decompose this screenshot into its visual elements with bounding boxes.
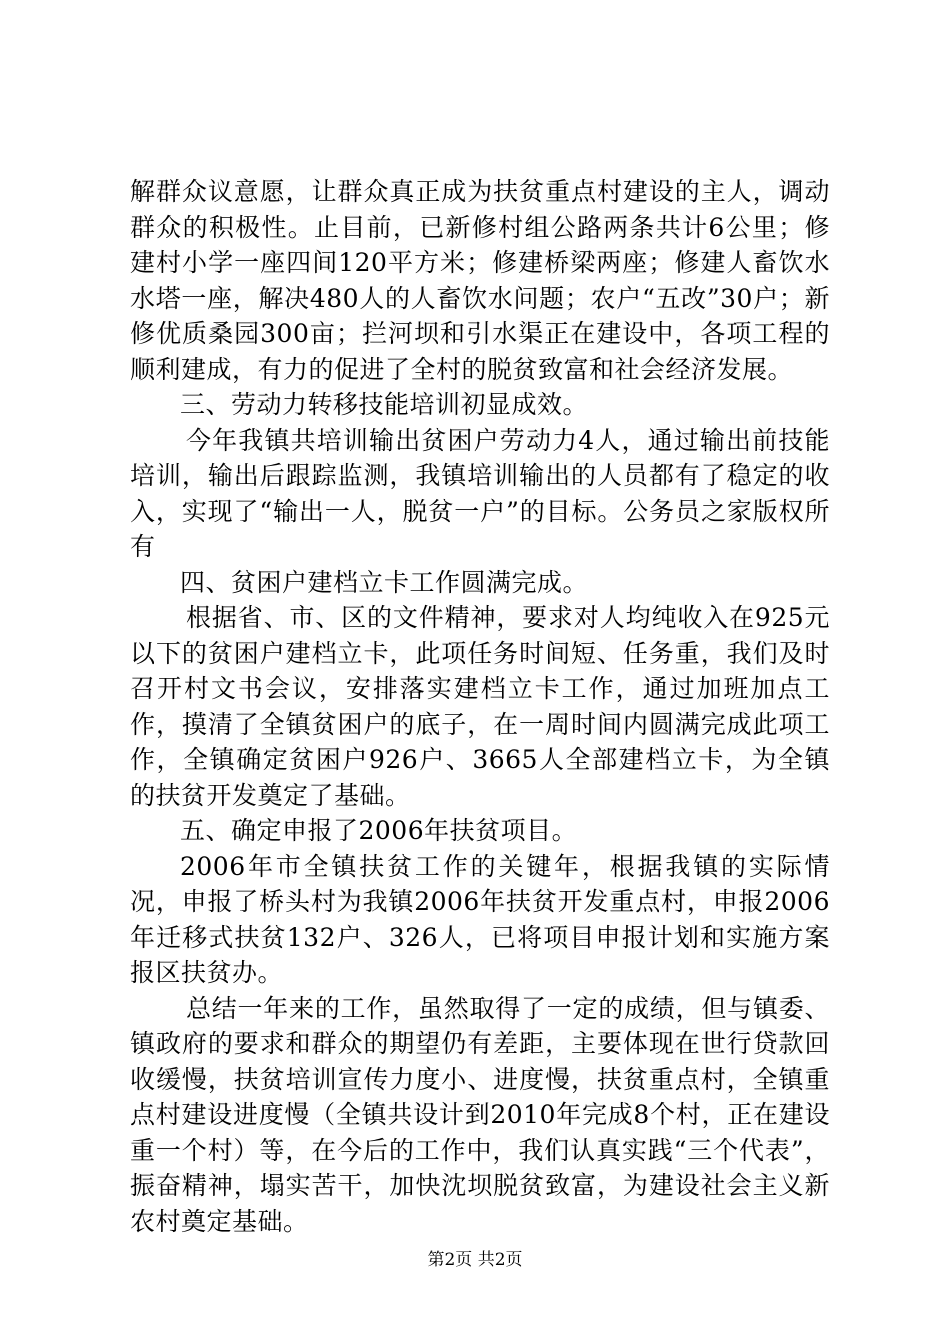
section-heading-3: 三、劳动力转移技能培训初显成效。 [180,390,589,419]
section-heading-4: 四、贫困户建档立卡工作圆满完成。 [180,567,589,597]
page-number-footer: 第2页 共2页 [427,1250,523,1270]
paragraph-5: 根据省、市、区的文件精神，要求对人均纯收入在925元以下的贫困户建档立卡，此项任务时间短、任务重，我们及时召开村文书会议，安排落实建档立卡工作，通过加班加点工作，摸清了全镇贫困户的底子，在一周时间内圆满完成此项工作，全镇确定贫困户926户、3665人全部建档立卡，为全镇的扶贫开发奠定了基础。 [130,603,830,810]
paragraph-3: 今年我镇共培训输出贫困户劳动力4人，通过输出前技能培训，输出后跟踪监测，我镇培训输出的人员都有了稳定的收入，实现了“输出一人，脱贫一户”的目标。公务员之家版权所有 [130,425,830,561]
paragraph-7: 2006年市全镇扶贫工作的关键年，根据我镇的实际情况，申报了桥头村为我镇2006年扶贫开发重点村，申报2006年迁移式扶贫132户、326人，已将项目申报计划和实施方案报区扶贫办。 [130,851,830,987]
document-body [130,174,830,1239]
section-heading-5: 五、确定申报了2006年扶贫项目。 [180,816,578,845]
paragraph-1: 解群众议意愿，让群众真正成为扶贫重点村建设的主人，调动群众的积极性。止目前，已新修村组公路两条共计6公里；修建村小学一座四间120平方米；修建桥梁两座；修建人畜饮水水塔一座，解决480人的人畜饮水问题；农户“五改”30户；新修优质桑园300亩；拦河坝和引水渠正在建设中，各项工程的顺利建成，有力的促进了全村的脱贫致富和社会经济发展。 [130,177,830,384]
paragraph-8: 总结一年来的工作，虽然取得了一定的成绩，但与镇委、镇政府的要求和群众的期望仍有差距，主要体现在世行贷款回收缓慢，扶贫培训宣传力度小、进度慢，扶贫重点村，全镇重点村建设进度慢（全镇共设计到2010年完成8个村，正在建设重一个村）等，在今后的工作中，我们认真实践“三个代表”，振奋精神，塌实苦干，加快沈坝脱贫致富，为建设社会主义新农村奠定基础。 [130,993,830,1236]
